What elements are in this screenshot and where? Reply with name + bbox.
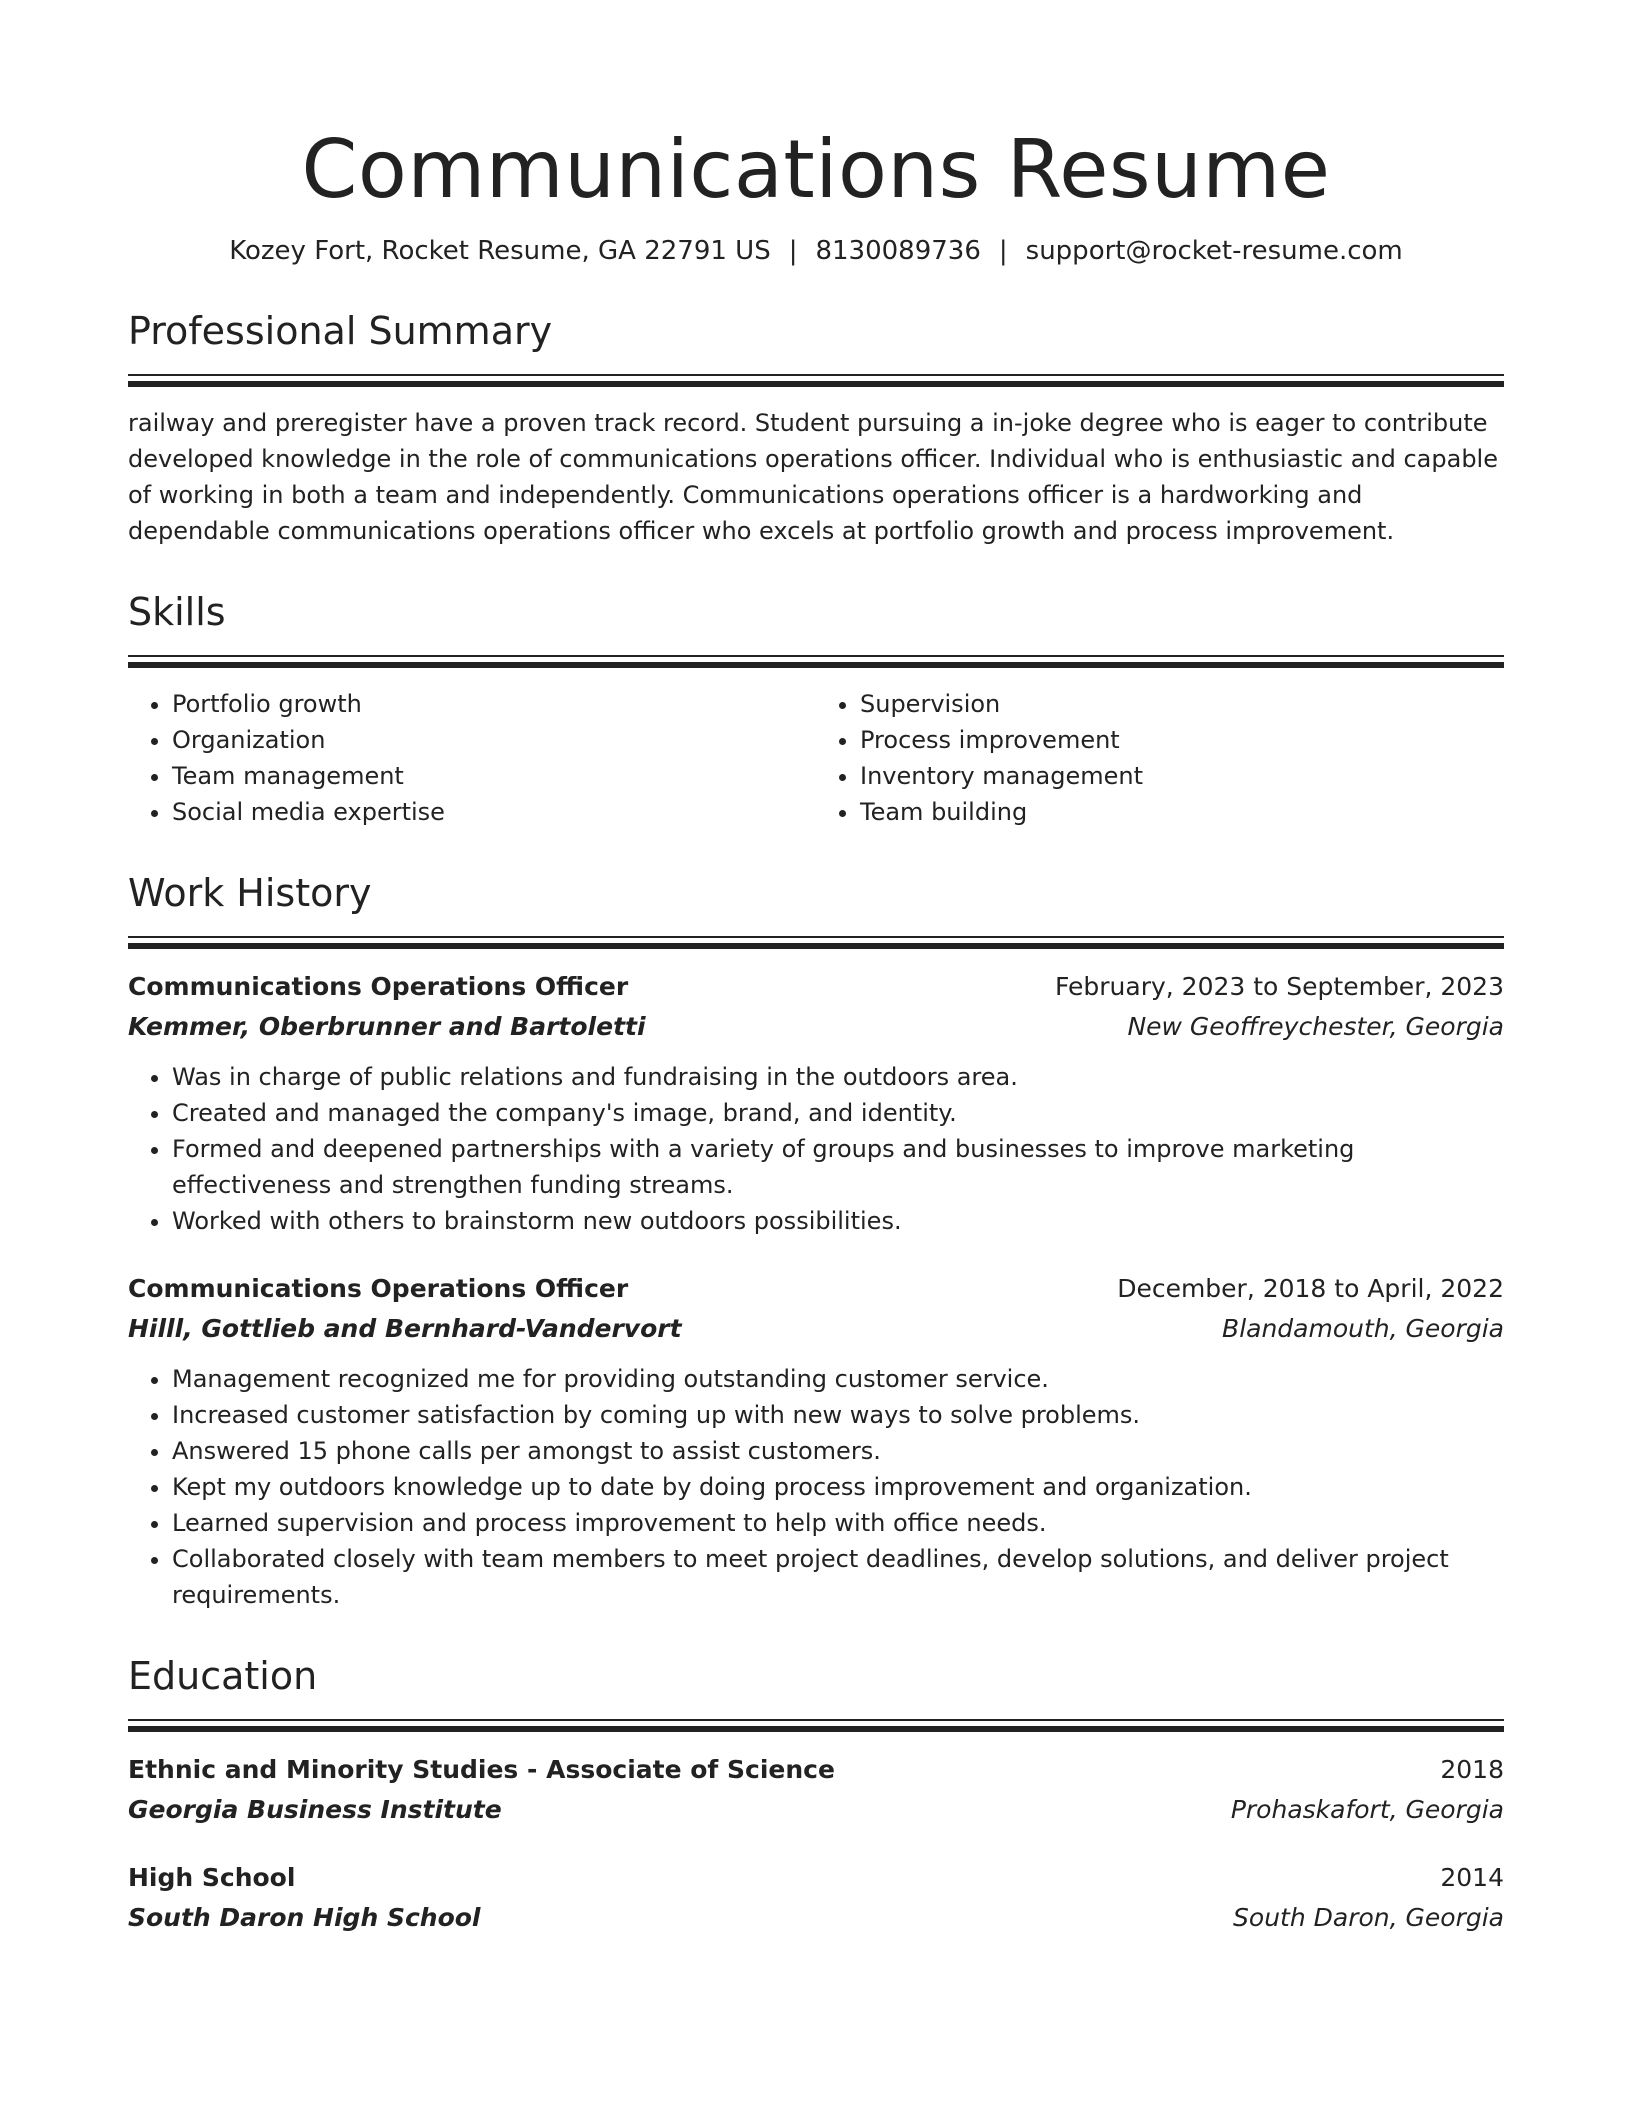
skill-item: • Inventory management [860,758,1504,794]
job-bullet: • Formed and deepened partnerships with a variety of groups and businesses to improve marketing effectiveness and strengthen funding streams. [172,1131,1504,1203]
job-location: Blandamouth, Georgia [1222,1314,1504,1343]
job-bullet: • Worked with others to brainstorm new outdoors possibilities. [172,1203,1504,1239]
skill-item: • Social media expertise [172,794,816,830]
skill-item: • Team building [860,794,1504,830]
job-bullet: • Collaborated closely with team members to meet project deadlines, develop solutions, and deliver project requirements. [172,1541,1504,1613]
job-bullet: • Management recognized me for providing outstanding customer service. [172,1361,1504,1397]
job-bullets [128,1059,1504,1239]
job-bullet: • Created and managed the company's image, brand, and identity. [172,1095,1504,1131]
job-dates: February, 2023 to September, 2023 [1055,972,1504,1001]
section-divider [128,936,1504,949]
job-title: Communications Operations Officer [128,972,629,1001]
job-company: Hilll, Gottlieb and Bernhard-Vandervort [128,1314,682,1343]
education-entry [128,1750,1504,1830]
job-bullet: • Kept my outdoors knowledge up to date by doing process improvement and organization. [172,1469,1504,1505]
education-school: Georgia Business Institute [128,1795,502,1824]
education-school: South Daron High School [128,1903,481,1932]
skill-item: • Organization [172,722,816,758]
skills-section [128,587,1504,830]
job-bullet: • Was in charge of public relations and fundraising in the outdoors area. [172,1059,1504,1095]
job-company: Kemmer, Oberbrunner and Bartoletti [128,1012,646,1041]
contact-phone: 8130089736 [815,236,981,266]
contact-separator: | [998,236,1008,266]
skills-list-left [128,686,816,830]
job-location: New Geoffreychester, Georgia [1127,1012,1504,1041]
skill-item: • Team management [172,758,816,794]
education-heading: Education [128,1654,318,1698]
contact-separator: | [788,236,798,266]
education-year: 2014 [1440,1863,1504,1892]
section-divider [128,374,1504,387]
skill-item: • Portfolio growth [172,686,816,722]
job-bullet: • Learned supervision and process improvement to help with office needs. [172,1505,1504,1541]
education-entry [128,1858,1504,1938]
education-location: Prohaskafort, Georgia [1230,1795,1504,1824]
skills-list-right [816,686,1504,830]
contact-address: Kozey Fort, Rocket Resume, GA 22791 US [229,236,771,266]
job-bullet: • Increased customer satisfaction by coming up with new ways to solve problems. [172,1397,1504,1433]
skill-item: • Process improvement [860,722,1504,758]
job-entry [128,967,1504,1239]
contact-email: support@rocket-resume.com [1025,236,1403,266]
job-title: Communications Operations Officer [128,1274,629,1303]
job-bullets [128,1361,1504,1613]
contact-line [128,234,1504,268]
skills-columns [128,686,1504,830]
section-divider [128,655,1504,668]
skills-heading: Skills [128,590,226,634]
work-heading: Work History [128,871,372,915]
resume-title: Communications Resume [301,123,1331,216]
education-degree: High School [128,1863,296,1892]
summary-text: railway and preregister have a proven track record. Student pursuing a in-joke degree who is eager to contribute developed knowledge in the role of communications operations officer. Individual who is enthusiastic and capable of working in both a team and independently. Communications operations officer is a hardworking and dependable communications operations officer who excels at portfolio growth and process improvement. [128,409,1498,545]
education-degree: Ethnic and Minority Studies - Associate of Science [128,1755,835,1784]
education-year: 2018 [1440,1755,1504,1784]
job-dates: December, 2018 to April, 2022 [1117,1274,1504,1303]
job-bullet: • Answered 15 phone calls per amongst to assist customers. [172,1433,1504,1469]
education-section [128,1651,1504,1938]
work-section [128,868,1504,1613]
summary-heading: Professional Summary [128,309,553,353]
job-entry [128,1269,1504,1613]
section-divider [128,1719,1504,1732]
education-location: South Daron, Georgia [1233,1903,1504,1932]
summary-section [128,306,1504,549]
skill-item: • Supervision [860,686,1504,722]
